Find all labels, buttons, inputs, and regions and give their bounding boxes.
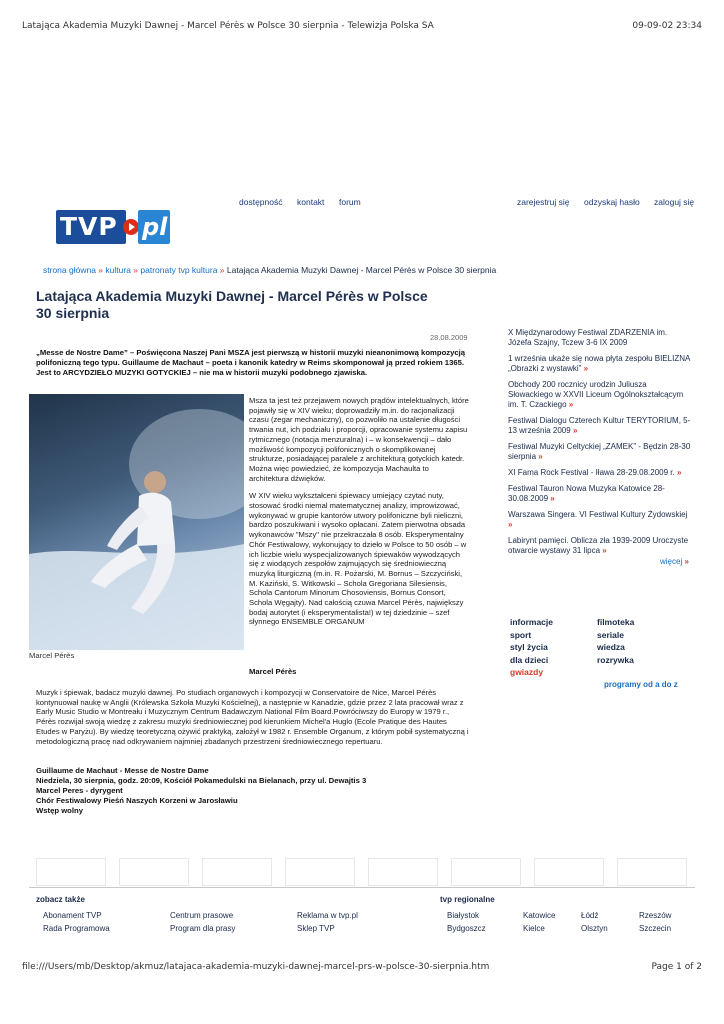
nav-accessibility[interactable]: dostępność	[239, 197, 283, 207]
breadcrumb-patronage[interactable]: patronaty tvp kultura	[140, 265, 218, 275]
event-choir: Chór Festiwalowy Pieśń Naszych Korzeni w Jarosławiu	[36, 796, 238, 805]
footer-see-also-heading: zobacz także	[36, 895, 85, 904]
sidebar-news-item[interactable]: XI Fama Rock Festival - Iława 28-29.08.2009 r. »	[508, 468, 682, 477]
event-datetime-place: Niedziela, 30 sierpnia, godz. 20:09, Kościół Pokamedulski na Bielanach, przy ul. Dewajtis 3	[36, 776, 367, 785]
footer-link[interactable]: Abonament TVP	[43, 911, 102, 920]
breadcrumb-current: Latająca Akademia Muzyki Dawnej - Marcel Pérès w Polsce 30 sierpnia	[226, 265, 497, 275]
article-paragraph: Msza ta jest też przejawem nowych prądów intelektualnych, które pojawiły się w XIV wieku; doprowadziły m.in. do racjonalizacji czasu (zegar mechaniczny), co pozwoliło na ustalenie długości trwania nut, ich podziału i proporcji, opracowanie systemu zapisu rytmicznego (notacja menzuralna) i – w konsekwencji – dało możliwość kompozycji polifonicznych o skomplikowanej strukturze, posiadającej paralele z architekturą gotyckich katedr. Można więc powiedzieć, że kompozycja Machaulta to architektura dźwięków.	[249, 396, 469, 483]
page-title-line1: Latająca Akademia Muzyki Dawnej - Marcel Pérès w Polsce	[36, 288, 428, 304]
footer-link[interactable]: Sklep TVP	[297, 923, 335, 933]
footer-regional-col	[581, 910, 608, 935]
bio-text: Muzyk i śpiewak, badacz muzyki dawnej. Po studiach organowych i kompozycji w Conservatoire de Nice, Marcel Pérès kontynuował naukę w Anglii (Królewska Szkoła Muzyki Kościelnej), a następnie w Kanadzie, gdzie przez 2 lata pracował wraz z Early Music Studio w Montreału i Muzycznym Centrum Badawczym National Film Board.Powróciwszy do Europy w 1979 r., Pérès rozwijał swoją wiedzę z zakresu muzyki średniowiecznej pod kierunkiem Michel'a Huglo (Ecole Pratique des Hautes Etudes w Paryżu). By wiedzę teoretyczną ożywić praktyką, założył w 1982 r. Ensemble Organum, z którym pobił systematyczną i metodologiczną pracę nad odkrywaniem najmniej zbadanych przestrzeni średniowiecznego repertuaru.	[36, 688, 469, 746]
nav-forum[interactable]: forum	[339, 197, 361, 207]
category-kids[interactable]: dla dzieci	[510, 654, 549, 665]
footer-banner-tile[interactable]	[119, 858, 189, 886]
footer-region-link[interactable]: Katowice	[523, 911, 556, 920]
logo-play-triangle	[129, 223, 135, 231]
breadcrumb-separator: »	[219, 265, 225, 275]
footer-region-link[interactable]: Bydgoszcz	[447, 923, 486, 933]
sidebar-news-item[interactable]: Warszawa Singera. VI Festiwal Kultury Żydowskiej »	[508, 510, 688, 529]
footer-regional-heading: tvp regionalne	[440, 895, 495, 904]
category-entertainment[interactable]: rozrywka	[597, 654, 634, 665]
category-news[interactable]: informacje	[510, 617, 553, 627]
footer-banner-tile[interactable]	[534, 858, 604, 886]
page-title-line2: 30 sierpnia	[36, 305, 110, 321]
category-movies[interactable]: filmoteka	[597, 617, 635, 627]
print-header-title: Latająca Akademia Muzyki Dawnej - Marcel Pérès w Polsce 30 sierpnia - Telewizja Polska SA	[22, 21, 434, 31]
sidebar-news-item[interactable]: Labirynt pamięci. Oblicza zła 1939-2009 Uroczyste otwarcie wystawy 31 lipca »	[508, 536, 689, 555]
article-lead: „Messe de Nostre Dame” – Poświęcona Naszej Pani MSZA jest pierwszą w historii muzyki nieanonimową kompozycją polifoniczną tego typu. Guillaume de Machaut – poeta i kanonik katedry w Reims skomponował ją przed rokiem 1365. Jest to ARCYDZIEŁO MUZYKI GOTYCKIEJ – nie ma w historii muzyki podobnego zjawiska.	[36, 348, 466, 377]
bio-heading: Marcel Pérès	[249, 667, 297, 676]
category-series[interactable]: seriale	[597, 629, 624, 640]
category-sport[interactable]: sport	[510, 629, 532, 640]
page-title	[36, 288, 456, 322]
nav-recover-password[interactable]: odzyskaj hasło	[584, 197, 640, 207]
breadcrumb-separator: »	[133, 265, 139, 275]
footer-banner-tile[interactable]	[368, 858, 438, 886]
print-footer-page: Page 1 of 2	[651, 962, 702, 972]
breadcrumb-separator: »	[98, 265, 104, 275]
footer-regional-col	[447, 910, 486, 935]
print-header-datetime: 09-09-02 23:34	[632, 21, 702, 31]
sidebar-news-item[interactable]: Obchody 200 rocznicy urodzin Juliusza Słowackiego w XXVII Liceum Ogólnokształcącym im. T. Czackiego »	[508, 380, 684, 409]
article-body-column	[249, 396, 470, 635]
schedule-link[interactable]: programy od a do z	[604, 680, 678, 689]
footer-banner-tile[interactable]	[202, 858, 272, 886]
footer-regional-col	[639, 910, 671, 935]
footer-link[interactable]: Reklama w tvp.pl	[297, 911, 358, 920]
event-info	[36, 766, 476, 816]
footer-see-also-col	[170, 910, 235, 935]
footer-divider	[29, 887, 695, 888]
event-conductor: Marcel Peres - dyrygent	[36, 786, 123, 795]
footer-region-link[interactable]: Szczecin	[639, 923, 672, 933]
event-admission: Wstęp wolny	[36, 806, 83, 815]
footer-banner-tile[interactable]	[285, 858, 355, 886]
footer-banner-tile[interactable]	[451, 858, 521, 886]
category-knowledge[interactable]: wiedza	[597, 642, 625, 652]
photo-caption: Marcel Pérès	[29, 651, 75, 660]
footer-regional-col	[523, 910, 555, 935]
print-footer-path: file:///Users/mb/Desktop/akmuz/latajaca-akademia-muzyki-dawnej-marcel-prs-w-polsce-30-sierpnia.htm	[22, 962, 490, 972]
article-date: 28.08.2009	[430, 333, 468, 342]
photo-illustration	[29, 394, 244, 650]
category-column-2	[597, 616, 634, 666]
footer-see-also-col	[43, 910, 110, 935]
footer-see-also-col	[297, 910, 358, 935]
sidebar-news-item[interactable]: Festiwal Muzyki Celtyckiej „ZAMEK” - Będzin 28-30 sierpnia »	[508, 442, 691, 461]
footer-region-link[interactable]: Białystok	[447, 911, 480, 920]
article-photo	[29, 394, 244, 650]
nav-register[interactable]: zarejestruj się	[517, 197, 570, 207]
sidebar-news-item[interactable]: X Międzynarodowy Festiwal ZDARZENIA im. Józefa Szajny, Tczew 3-6 IX 2009	[508, 328, 668, 347]
category-column-1	[510, 616, 553, 679]
breadcrumb	[43, 265, 496, 275]
footer-link[interactable]: Centrum prasowe	[170, 911, 234, 920]
footer-link[interactable]: Program dla prasy	[170, 923, 236, 933]
sidebar-news-item[interactable]: Festiwal Dialogu Czterech Kultur TERYTORIUM, 5-13 września 2009 »	[508, 416, 691, 435]
sidebar-more-link[interactable]: więcej »	[660, 557, 689, 566]
footer-link[interactable]: Rada Programowa	[43, 923, 110, 933]
sidebar-news-item[interactable]: 1 września ukaże się nowa płyta zespołu BIELIZNA „Obrazki z wystawki” »	[508, 354, 690, 373]
footer-banner-tile[interactable]	[36, 858, 106, 886]
category-stars[interactable]: gwiazdy	[510, 667, 544, 677]
event-title: Guillaume de Machaut - Messe de Nostre Dame	[36, 766, 209, 775]
logo-tvp-text: TVP	[60, 212, 118, 241]
logo-pl-text: pl	[142, 213, 168, 241]
sidebar-news	[508, 328, 692, 562]
footer-region-link[interactable]: Łódź	[581, 911, 599, 920]
footer-region-link[interactable]: Rzeszów	[639, 911, 672, 920]
breadcrumb-home[interactable]: strona główna	[43, 265, 96, 275]
breadcrumb-culture[interactable]: kultura	[105, 265, 131, 275]
footer-region-link[interactable]: Olsztyn	[581, 923, 608, 933]
nav-login[interactable]: zaloguj się	[654, 197, 695, 207]
nav-contact[interactable]: kontakt	[297, 197, 325, 207]
footer-region-link[interactable]: Kielce	[523, 923, 545, 933]
article-paragraph: W XIV wieku wykształceni śpiewacy umiejący czytać nuty, stosować środki niemal matematycznej analizy, improwizować, wykonywać w grupie kantorów utwory polifoniczne byli nieliczni, bardzo poszukiwani i wysoko opłacani. Zatem pierwotna obsada wykonawców "Mszy" nie przekraczała 8 osób. Eksperymentalny Chór Festiwalowy, wykonujący to dzieło w Polsce to 50 osób – w ich liczbie wielu wyspecjalizowanych śpiewaków wywodzących się z wiodących zespołów zajmujących się średniowieczną muzyką liturgiczną (m.in. R. Pożarski, M. Bornus – Szczyciński, M. Kaziński, S. Witkowski – Schola Gregoriana Silesiensis, Schola Cantorum Minorum Chosoviensis, Bornus Consort, Schola Węgajty). Nad całością czuwa Marcel Pérès, największy bodaj autorytet (i eksperymentalista!) w tej dziedzinie – szef słynnego ENSEMBLE ORGANUM	[249, 491, 467, 627]
sidebar-news-item[interactable]: Festiwal Tauron Nowa Muzyka Katowice 28-30.08.2009 »	[508, 484, 665, 503]
tvp-logo[interactable]	[56, 208, 170, 246]
footer-banner-tile[interactable]	[617, 858, 687, 886]
category-lifestyle[interactable]: styl życia	[510, 642, 548, 652]
